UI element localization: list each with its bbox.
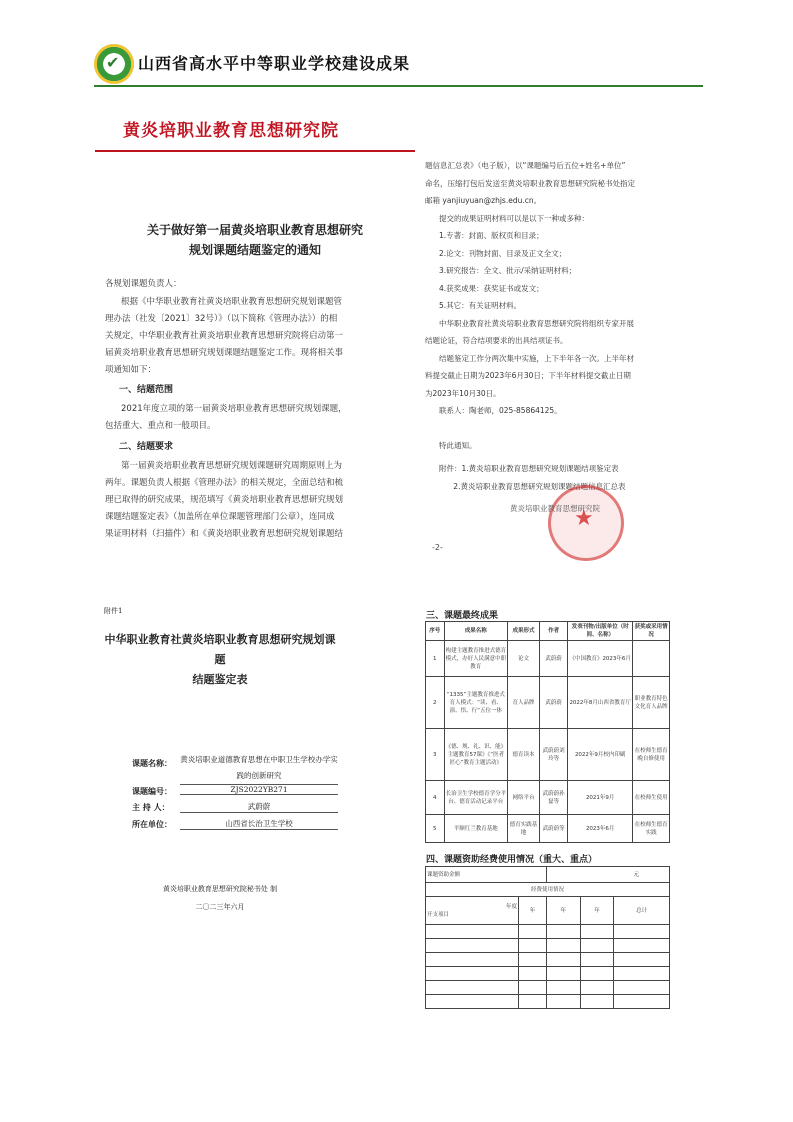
table-cell: 在校师生德育晚自修使用 xyxy=(633,729,670,781)
notice-title-line: 规划课题结题鉴定的通知 xyxy=(188,243,321,257)
project-code-value: ZJS2022YB271 xyxy=(180,785,338,795)
text-line: 命名，压缩打包后发送至黄炎培职业教育思想研究院秘书处指定 xyxy=(425,178,635,188)
table-cell: 论文 xyxy=(508,641,540,677)
form-title-line: 中华职业教育社黄炎培职业教育思想研究规划课题 xyxy=(104,633,336,666)
results-table xyxy=(425,621,670,843)
table-cell: 总计 xyxy=(614,897,670,925)
table-cell: 3 xyxy=(426,729,445,781)
table-row xyxy=(426,995,670,1009)
section-heading: 二、结题要求 xyxy=(119,442,174,452)
text-line: 项通知如下： xyxy=(105,365,157,375)
table-cell: 1 xyxy=(426,641,445,677)
text-line: 附件：1.黄炎培职业教育思想研究规划课题结项鉴定表 xyxy=(439,464,619,473)
funding-table xyxy=(425,866,670,1009)
text-line: 4.获奖成果：获奖证书或发文； xyxy=(439,283,544,293)
text-line: 特此通知。 xyxy=(439,440,477,450)
table-row xyxy=(426,729,670,781)
attachment-label: 附件1 xyxy=(104,607,123,615)
red-header-rule xyxy=(95,150,415,152)
table-cell: 2023年6月 xyxy=(568,815,633,843)
column-header: 发表刊物/出版单位（时间、名称） xyxy=(568,622,633,641)
table-cell: 武蔚蔚等 xyxy=(540,815,568,843)
unit-value: 山西省长治卫生学校 xyxy=(180,818,338,830)
table-cell: 元 xyxy=(546,867,669,883)
table-cell: 4 xyxy=(426,781,445,815)
table-cell: 在校师生德育实践 xyxy=(633,815,670,843)
text-line: 邮箱 yanjiuyuan@zhjs.edu.cn。 xyxy=(425,196,542,205)
table-row xyxy=(426,815,670,843)
page-number: -2- xyxy=(432,543,443,552)
project-name-value: 黄炎培职业道德教育思想在中职卫生学校办学实践的创新研究 xyxy=(180,752,338,785)
text-line: 1.专著：封面、版权页和目录； xyxy=(439,231,544,240)
funding-section-title: 四、课题资助经费使用情况（重大、重点） xyxy=(426,855,598,865)
table-cell: 在校师生使用 xyxy=(633,781,670,815)
text-line: 3.研究报告：全文、批示/采纳证明材料； xyxy=(439,266,577,275)
form-title-line: 结题鉴定表 xyxy=(192,673,248,686)
table-cell: 网络平台 xyxy=(508,781,540,815)
text-line: 为2023年10月30日。 xyxy=(425,388,501,398)
red-seal-stamp-icon xyxy=(548,485,624,561)
table-cell: 经费使用情况 xyxy=(426,883,670,897)
column-header: 成果形式 xyxy=(508,622,540,641)
table-cell: 2022年8月山西省教育厅 xyxy=(568,677,633,729)
text-line: 届黄炎培职业教育思想研究规划课题结题鉴定工作。现将相关事 xyxy=(105,348,344,358)
section1-paragraph xyxy=(105,401,410,435)
table-row xyxy=(426,981,670,995)
table-cell: 年 xyxy=(580,897,614,925)
column-header: 成果名称 xyxy=(444,622,508,641)
salutation: 各规划课题负责人： xyxy=(105,279,182,289)
notice-page2-text xyxy=(425,157,703,495)
text-line: 提交的成果证明材料可以是以下一种或多种： xyxy=(439,213,589,223)
table-row xyxy=(426,925,670,939)
table-cell: 育人品牌 xyxy=(508,677,540,729)
text-line: 联系人：陶老师，025-85864125。 xyxy=(439,406,562,415)
table-cell: 《中国教育》2023年6月 xyxy=(568,641,633,677)
table-row xyxy=(426,677,670,729)
form-date: 二〇二三年六月 xyxy=(195,903,245,911)
table-cell: 年 xyxy=(546,897,580,925)
text-line: 题信息汇总表》（电子版），以“课题编号后五位+姓名+单位” xyxy=(425,161,626,170)
table-cell: 开支项目 xyxy=(427,911,450,918)
section-heading: 一、结题范围 xyxy=(119,385,174,395)
table-header-row xyxy=(426,622,670,641)
field-label: 主 持 人： xyxy=(132,802,170,812)
table-row xyxy=(426,867,670,883)
table-cell: 武蔚蔚 xyxy=(540,677,568,729)
text-line: 5.其它：有关证明材料。 xyxy=(439,301,522,310)
seal-issuer: 黄炎培职业教育思想研究院 xyxy=(510,504,600,513)
page-header-title: 山西省高水平中等职业学校建设成果 xyxy=(138,54,411,73)
table-cell: 2 xyxy=(426,677,445,729)
table-cell: 年度 xyxy=(505,903,517,910)
column-header: 获奖或采用情况 xyxy=(633,622,670,641)
table-cell: 《德、规、礼、识、能》主题教育57课》《“医者匠心”教育主题活动》 xyxy=(444,729,508,781)
text-line: 中华职业教育社黄炎培职业教育思想研究院将组织专家开展 xyxy=(439,318,634,328)
table-cell: 2021年9月 xyxy=(568,781,633,815)
table-row xyxy=(426,641,670,677)
text-line: 2021年度立项的第一届黄炎培职业教育思想研究规划课题， xyxy=(121,404,347,414)
table-row xyxy=(426,939,670,953)
column-header: 作者 xyxy=(540,622,568,641)
header-divider xyxy=(94,85,703,87)
school-logo-icon xyxy=(94,44,134,84)
table-cell: 构建主题教育推进式德育模式，办好人民满意中职教育 xyxy=(444,641,508,677)
institute-name: 黄炎培职业教育思想研究院 xyxy=(123,121,339,141)
table-cell: 武蔚蔚孙磊等 xyxy=(540,781,568,815)
notice-title-line: 关于做好第一届黄炎培职业教育思想研究 xyxy=(146,223,363,237)
table-cell: 课题资助金额 xyxy=(426,867,547,883)
table-cell: 平顺红兰教育基地 xyxy=(444,815,508,843)
diagonal-header-cell xyxy=(426,897,519,925)
notice-page-1 xyxy=(95,98,415,563)
field-label: 课题名称： xyxy=(132,758,172,768)
text-line: 理办法（社发〔2021〕32号）》（以下简称《管理办法》）的相 xyxy=(105,314,338,324)
table-cell: 武蔚蔚刘玲等 xyxy=(540,729,568,781)
text-line: 2.论文：刊物封面、目录及正文全文； xyxy=(439,248,567,258)
table-cell: 5 xyxy=(426,815,445,843)
text-line: 课题结题鉴定表》（加盖所在单位课题管理部门公章），连同成 xyxy=(105,512,335,522)
text-line: 结题鉴定工作分两次集中实施，上下半年各一次。上半年材 xyxy=(439,353,634,363)
field-label: 所在单位： xyxy=(132,819,172,829)
text-line: 两年。课题负责人根据《管理办法》的相关规定，全面总结和梳 xyxy=(105,478,344,488)
table-cell: 长治卫生学校德育学分平台、德育活动记录平台 xyxy=(444,781,508,815)
section2-paragraph xyxy=(105,458,410,543)
text-line xyxy=(425,420,703,437)
appraisal-form-cover xyxy=(100,600,420,940)
text-line: 理已取得的研究成果，规范填写《黄炎培职业教育思想研究规划 xyxy=(105,495,344,505)
form-title xyxy=(100,630,340,690)
table-cell xyxy=(633,641,670,677)
table-row xyxy=(426,781,670,815)
table-cell: 职业教育特色文化育人品牌 xyxy=(633,677,670,729)
table-cell: 武蔚蔚 xyxy=(540,641,568,677)
table-cell: 年 xyxy=(519,897,547,925)
column-header: 序号 xyxy=(426,622,445,641)
host-value: 武蔚蔚 xyxy=(180,801,338,813)
text-line: 根据《中华职业教育社黄炎培职业教育思想研究规划课题管 xyxy=(121,297,343,307)
text-line: 第一届黄炎培职业教育思想研究规划课题研究周期原则上为 xyxy=(121,461,343,471)
text-line: 结题论证，符合结项要求的出具结项证书。 xyxy=(425,336,568,345)
results-section-title: 三、课题最终成果 xyxy=(426,611,499,621)
text-line: 2.黄炎培职业教育思想研究规划课题结题信息汇总表 xyxy=(439,481,626,491)
table-row xyxy=(426,883,670,897)
notice-title xyxy=(95,220,415,260)
table-row xyxy=(426,953,670,967)
text-line: 果证明材料（扫描件）和《黄炎培职业教育思想研究规划课题结 xyxy=(105,529,344,539)
table-cell: 德育读本 xyxy=(508,729,540,781)
text-line: 料提交截止日期为2023年6月30日；下半年材料提交截止日期 xyxy=(425,371,631,380)
table-cell: 2022年9月校内印刷 xyxy=(568,729,633,781)
intro-paragraph xyxy=(105,294,410,379)
table-row xyxy=(426,967,670,981)
form-issuer: 黄炎培职业教育思想研究院秘书处 制 xyxy=(162,885,278,893)
field-label: 课题编号： xyxy=(132,786,172,796)
table-cell: 德育实践基地 xyxy=(508,815,540,843)
table-row xyxy=(426,897,670,925)
table-cell: “1335”主题教育推进式育人模式：“读、看、演、悟、行”五位一体 xyxy=(444,677,508,729)
text-line: 关规定，中华职业教育社黄炎培职业教育思想研究院将启动第一 xyxy=(105,331,344,341)
text-line: 包括重大、重点和一般项目。 xyxy=(105,421,216,431)
